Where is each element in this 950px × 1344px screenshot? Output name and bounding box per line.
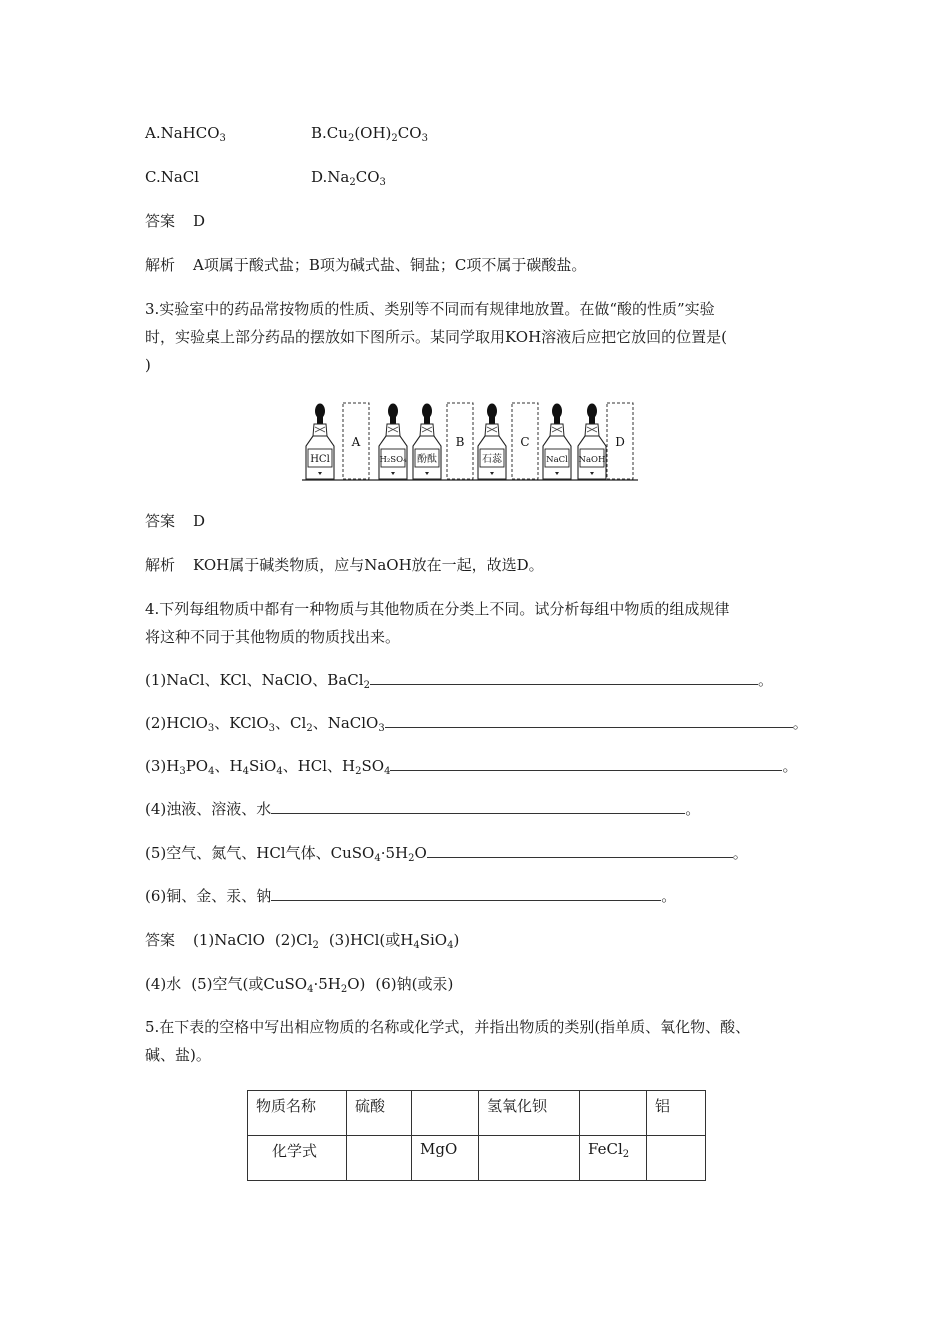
q4-item-1: (1)NaCl、KCl、NaClO、BaCl$_2$ 。 <box>145 671 773 691</box>
option-d: $D.Na_2CO_3$ <box>311 168 386 188</box>
q3-analysis: 解析 KOH属于碱类物质，应与NaOH放在一起，故选D。 <box>145 556 544 574</box>
reagent-bottle <box>413 404 441 480</box>
table-cell: 化学式 <box>248 1136 347 1181</box>
dropper-bulb <box>487 404 497 419</box>
dropper-neck <box>317 417 323 424</box>
q4-item-4: (4)浊液、溶液、水 。 <box>145 800 701 818</box>
table-cell: 物质名称 <box>248 1091 347 1136</box>
q5-line1: 5.在下表的空格中写出相应物质的名称或化学式，并指出物质的类别(指单质、氧化物、酸、 <box>145 1018 751 1036</box>
dropper-bulb <box>552 404 562 419</box>
table-cell[interactable] <box>479 1136 580 1181</box>
table-cell[interactable] <box>412 1091 479 1136</box>
table-cell[interactable] <box>347 1136 412 1181</box>
bottle-label: H₂SO₄ <box>379 455 407 465</box>
bottle-label: 酚酞 <box>417 454 437 465</box>
option-c: C.NaCl <box>145 168 200 186</box>
dropper-bulb <box>587 404 597 419</box>
slot-b <box>447 403 473 479</box>
q4-item-2: (2)HClO$_3$、KClO$_3$、$Cl_2$、NaClO$_3$ 。 <box>145 714 808 734</box>
bottle-neck <box>386 424 400 436</box>
bottle-neck <box>420 424 434 436</box>
q4-line2: 将这种不同于其他物质的物质找出来。 <box>145 628 401 646</box>
reagent-bottle <box>306 404 334 480</box>
q4-item-3: $(3)H_3PO_4$、$H_4SiO_4$、HCl、$H_2SO_4$ 。 <box>145 757 798 777</box>
table-cell[interactable] <box>580 1091 647 1136</box>
dropper-neck <box>589 417 595 424</box>
bottle-neck <box>585 424 599 436</box>
slot-d <box>607 403 633 479</box>
answer-blank[interactable] <box>271 799 685 814</box>
bottle-label: NaCl <box>546 455 568 465</box>
dropper-neck <box>390 417 396 424</box>
dropper-bulb <box>315 404 325 419</box>
table-cell: MgO <box>412 1136 479 1181</box>
q4-item-5: (5)空气、氮气、HCl气体、$CuSO_4\cdot 5H_2O$ 。 <box>145 844 748 864</box>
table-cell: 铝 <box>647 1091 706 1136</box>
table-row <box>248 1091 706 1136</box>
bottle-neck <box>313 424 327 436</box>
reagent-bottle <box>578 404 606 480</box>
q2-analysis: 解析 A项属于酸式盐；B项为碱式盐、铜盐；C项不属于碳酸盐。 <box>145 256 587 274</box>
q5-line2: 碱、盐)。 <box>145 1046 211 1064</box>
dropper-neck <box>554 417 560 424</box>
answer-blank[interactable] <box>427 843 733 858</box>
dropper-bulb <box>388 404 398 419</box>
slot-a <box>343 403 369 479</box>
slot-label: A <box>351 435 361 449</box>
slot-label: B <box>455 435 465 449</box>
slot-c <box>512 403 538 479</box>
dropper-neck <box>489 417 495 424</box>
answer-blank[interactable] <box>370 670 758 685</box>
answer-blank[interactable] <box>385 713 793 728</box>
table-cell: 硫酸 <box>347 1091 412 1136</box>
option-b: $B.Cu_2(OH)_2CO_3$ <box>311 124 428 144</box>
dropper-neck <box>424 417 430 424</box>
answer-blank[interactable] <box>390 756 782 771</box>
option-a: A.NaHCO$_3$ <box>145 124 226 144</box>
q3-answer: 答案 D <box>145 512 206 530</box>
reagent-shelf-figure <box>300 400 640 484</box>
q3-line3: ) <box>145 356 151 374</box>
bottle-label: HCl <box>310 454 330 465</box>
table-cell[interactable] <box>647 1136 706 1181</box>
bottle-neck <box>550 424 564 436</box>
q3-line1: 3.实验室中的药品常按物质的性质、类别等不同而有规律地放置。在做“酸的性质”实验 <box>145 300 715 318</box>
table-cell: FeCl$_2$ <box>580 1136 647 1181</box>
substance-table <box>247 1090 706 1181</box>
q4-answer-line1: 答案 (1)NaClO $(2)Cl_2$ (3)HCl(或$H_4SiO_4$) <box>145 931 460 951</box>
answer-blank[interactable] <box>271 886 661 901</box>
reagent-bottle <box>478 404 506 480</box>
reagent-bottle <box>543 404 571 480</box>
table-cell: 氢氧化钡 <box>479 1091 580 1136</box>
bottle-neck <box>485 424 499 436</box>
q4-answer-line2: (4)水 (5)空气(或$CuSO_4\cdot 5H_2O$) (6)钠(或汞) <box>145 975 454 995</box>
reagent-bottle <box>379 404 407 480</box>
slot-label: D <box>615 435 625 449</box>
q2-answer: 答案 D <box>145 212 206 230</box>
table-row <box>248 1136 706 1181</box>
dropper-bulb <box>422 404 432 419</box>
slot-label: C <box>520 435 530 449</box>
bottle-label: NaOH <box>578 455 606 465</box>
bottle-label: 石蕊 <box>482 454 502 465</box>
q3-line2: 时，实验桌上部分药品的摆放如下图所示。某同学取用KOH溶液后应把它放回的位置是( <box>145 328 728 346</box>
q4-item-6: (6)铜、金、汞、钠 。 <box>145 887 677 905</box>
q4-line1: 4.下列每组物质中都有一种物质与其他物质在分类上不同。试分析每组中物质的组成规律 <box>145 600 730 618</box>
